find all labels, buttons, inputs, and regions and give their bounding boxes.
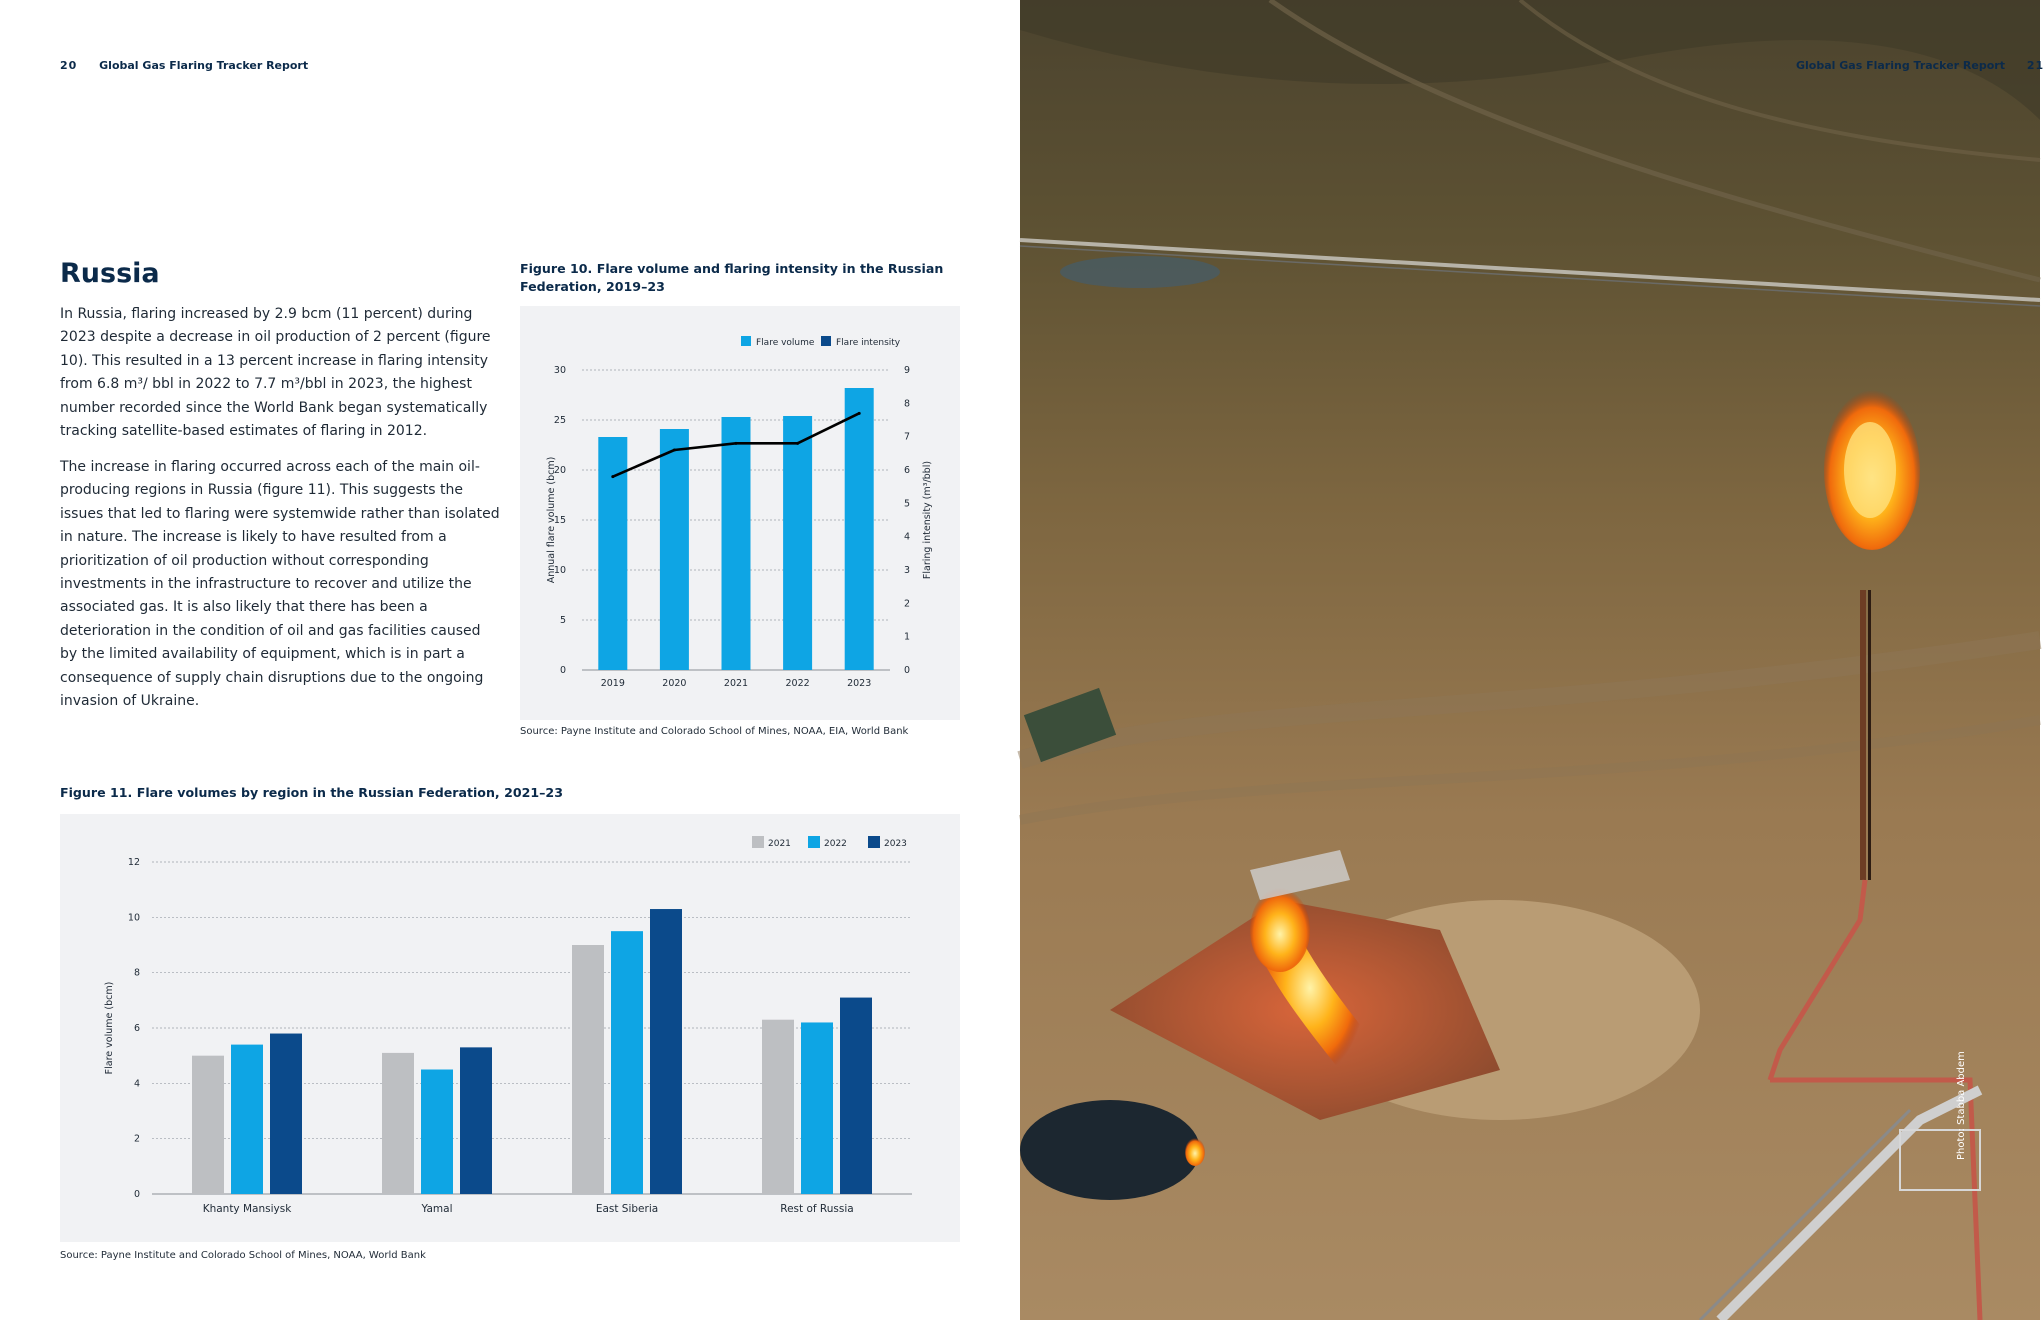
y2-axis-title: Flaring intensity (m³/bbl) bbox=[922, 460, 933, 580]
y-tick-label: 2 bbox=[133, 1133, 140, 1145]
bar-2021 bbox=[382, 1053, 414, 1194]
y2-tick-label: 9 bbox=[904, 365, 911, 376]
y-tick-label: 6 bbox=[133, 1023, 140, 1034]
y-tick-label: 10 bbox=[553, 565, 566, 576]
report-name: Global Gas Flaring Tracker Report bbox=[1796, 59, 2005, 72]
page-number: 20 bbox=[60, 59, 78, 72]
bar-2023 bbox=[840, 998, 872, 1194]
y-tick-label: 0 bbox=[559, 665, 566, 676]
y-tick-label: 20 bbox=[553, 465, 566, 476]
y-tick-label: 0 bbox=[133, 1189, 140, 1200]
legend-swatch-flare-intensity bbox=[821, 336, 831, 346]
flare-intensity-point bbox=[796, 442, 799, 445]
flare-volume-bar bbox=[783, 416, 812, 670]
flare-intensity-point bbox=[673, 449, 676, 452]
flare-volume-bar bbox=[722, 417, 751, 670]
legend-swatch-2021 bbox=[752, 836, 764, 848]
right-page-header bbox=[1796, 59, 2044, 72]
flare-intensity-point bbox=[735, 442, 738, 445]
y2-tick-label: 6 bbox=[904, 465, 911, 476]
x-tick-label: 2021 bbox=[723, 678, 749, 689]
y2-tick-label: 5 bbox=[904, 498, 911, 510]
body-paragraph: The increase in flaring occurred across each of the main oil-producing regions in Russia (figure 11). This suggests the issues that led to flaring were systemwide rather than isolated in nature. The increase is likely to have resulted from a prioritization of oil production without corresponding investments in the infrastructure to recover and utilize the associated gas. It is also likely that there has been a deterioration in the condition of oil and gas facilities caused by the limited availability of equipment, which is in part a consequence of supply chain disruptions due to the ongoing invasion of Ukraine. bbox=[60, 459, 500, 710]
dark-pond bbox=[1020, 1100, 1200, 1200]
y-axis-title: Annual flare volume (bcm) bbox=[546, 456, 557, 584]
pit-flame-core bbox=[1250, 888, 1310, 972]
flare-stack bbox=[1860, 590, 1866, 880]
y-tick-label: 10 bbox=[127, 912, 140, 924]
bar-2022 bbox=[421, 1070, 453, 1195]
legend-swatch-2022 bbox=[808, 836, 820, 848]
bar-2021 bbox=[572, 945, 604, 1194]
x-tick-label: Rest of Russia bbox=[780, 1203, 854, 1215]
y-tick-label: 30 bbox=[553, 365, 566, 376]
figure-10-svg bbox=[520, 306, 960, 720]
legend-swatch-2023 bbox=[868, 836, 880, 848]
figure-11-chart bbox=[60, 814, 960, 1242]
flare-volume-bar bbox=[660, 429, 689, 670]
y2-tick-label: 2 bbox=[904, 598, 911, 610]
puddle bbox=[1060, 256, 1220, 288]
bar-2023 bbox=[460, 1047, 492, 1194]
x-tick-label: 2020 bbox=[662, 678, 687, 689]
y2-tick-label: 3 bbox=[904, 565, 911, 576]
photo-credit: Photo: Stabba Abdem bbox=[1956, 1051, 1967, 1160]
flare-volume-bar bbox=[845, 388, 874, 670]
page-number: 21 bbox=[2026, 59, 2044, 72]
bar-2021 bbox=[762, 1020, 794, 1194]
small-flame bbox=[1185, 1138, 1205, 1166]
figure-11-title: Figure 11. Flare volumes by region in the Russian Federation, 2021–23 bbox=[60, 785, 563, 800]
gas-flare-aerial-photo bbox=[1020, 0, 2040, 1320]
x-tick-label: 2019 bbox=[600, 678, 625, 689]
flare-intensity-point bbox=[611, 475, 614, 478]
bar-2022 bbox=[801, 1022, 833, 1194]
report-name: Global Gas Flaring Tracker Report bbox=[99, 59, 309, 72]
y2-tick-label: 8 bbox=[904, 398, 911, 410]
right-page-photo bbox=[1020, 0, 2044, 1320]
y-tick-label: 15 bbox=[553, 515, 566, 526]
legend-label-2022: 2022 bbox=[824, 839, 847, 849]
figure-10-source: Source: Payne Institute and Colorado School of Mines, NOAA, EIA, World Bank bbox=[520, 726, 909, 737]
bar-2021 bbox=[192, 1056, 224, 1194]
y2-tick-label: 4 bbox=[904, 531, 911, 543]
bar-2022 bbox=[611, 931, 643, 1194]
x-tick-label: East Siberia bbox=[595, 1203, 659, 1215]
x-tick-label: 2023 bbox=[847, 678, 872, 689]
y-tick-label: 5 bbox=[559, 615, 566, 626]
y2-tick-label: 0 bbox=[904, 665, 911, 676]
y-tick-label: 12 bbox=[127, 857, 140, 868]
figure-10-title: Figure 10. Flare volume and flaring intensity in the Russian Federation, 2019–23 bbox=[520, 261, 944, 294]
bar-2023 bbox=[270, 1034, 302, 1194]
x-tick-label: Khanty Mansiysk bbox=[202, 1203, 292, 1215]
legend-label-2021: 2021 bbox=[768, 839, 791, 849]
body-paragraph: In Russia, flaring increased by 2.9 bcm (11 percent) during 2023 despite a decrease in oil production of 2 percent (figure 10). This resulted in a 13 percent increase in flaring intensity from 6.8 m³/ bbl in 2022 to 7.7 m³/bbl in 2023, the highest number recorded since the World Bank began systematically tracking satellite-based estimates of flaring in 2012. bbox=[60, 306, 491, 440]
y2-tick-label: 7 bbox=[904, 431, 911, 443]
bar-2023 bbox=[650, 909, 682, 1194]
legend-label-2023: 2023 bbox=[884, 839, 907, 849]
left-page bbox=[0, 0, 1020, 1320]
figure-11-svg bbox=[60, 814, 960, 1242]
section-title: Russia bbox=[60, 258, 160, 289]
figure-11-source: Source: Payne Institute and Colorado School of Mines, NOAA, World Bank bbox=[60, 1250, 426, 1261]
y-axis-title: Flare volume (bcm) bbox=[104, 981, 115, 1075]
x-tick-label: 2022 bbox=[785, 678, 810, 689]
y-tick-label: 4 bbox=[133, 1078, 140, 1090]
flare-intensity-point bbox=[858, 412, 861, 415]
x-tick-label: Yamal bbox=[421, 1203, 453, 1215]
y-tick-label: 8 bbox=[133, 967, 140, 979]
stack-flame-core bbox=[1844, 422, 1896, 518]
legend-label-flare-volume: Flare volume bbox=[756, 338, 815, 348]
flare-stack-shadow bbox=[1868, 590, 1871, 880]
y2-tick-label: 1 bbox=[904, 631, 911, 643]
legend-swatch-flare-volume bbox=[741, 336, 751, 346]
left-page-header bbox=[60, 59, 308, 72]
figure-10-chart bbox=[520, 306, 960, 720]
y-tick-label: 25 bbox=[553, 415, 566, 426]
bar-2022 bbox=[231, 1045, 263, 1194]
legend-label-flare-intensity: Flare intensity bbox=[836, 338, 901, 348]
